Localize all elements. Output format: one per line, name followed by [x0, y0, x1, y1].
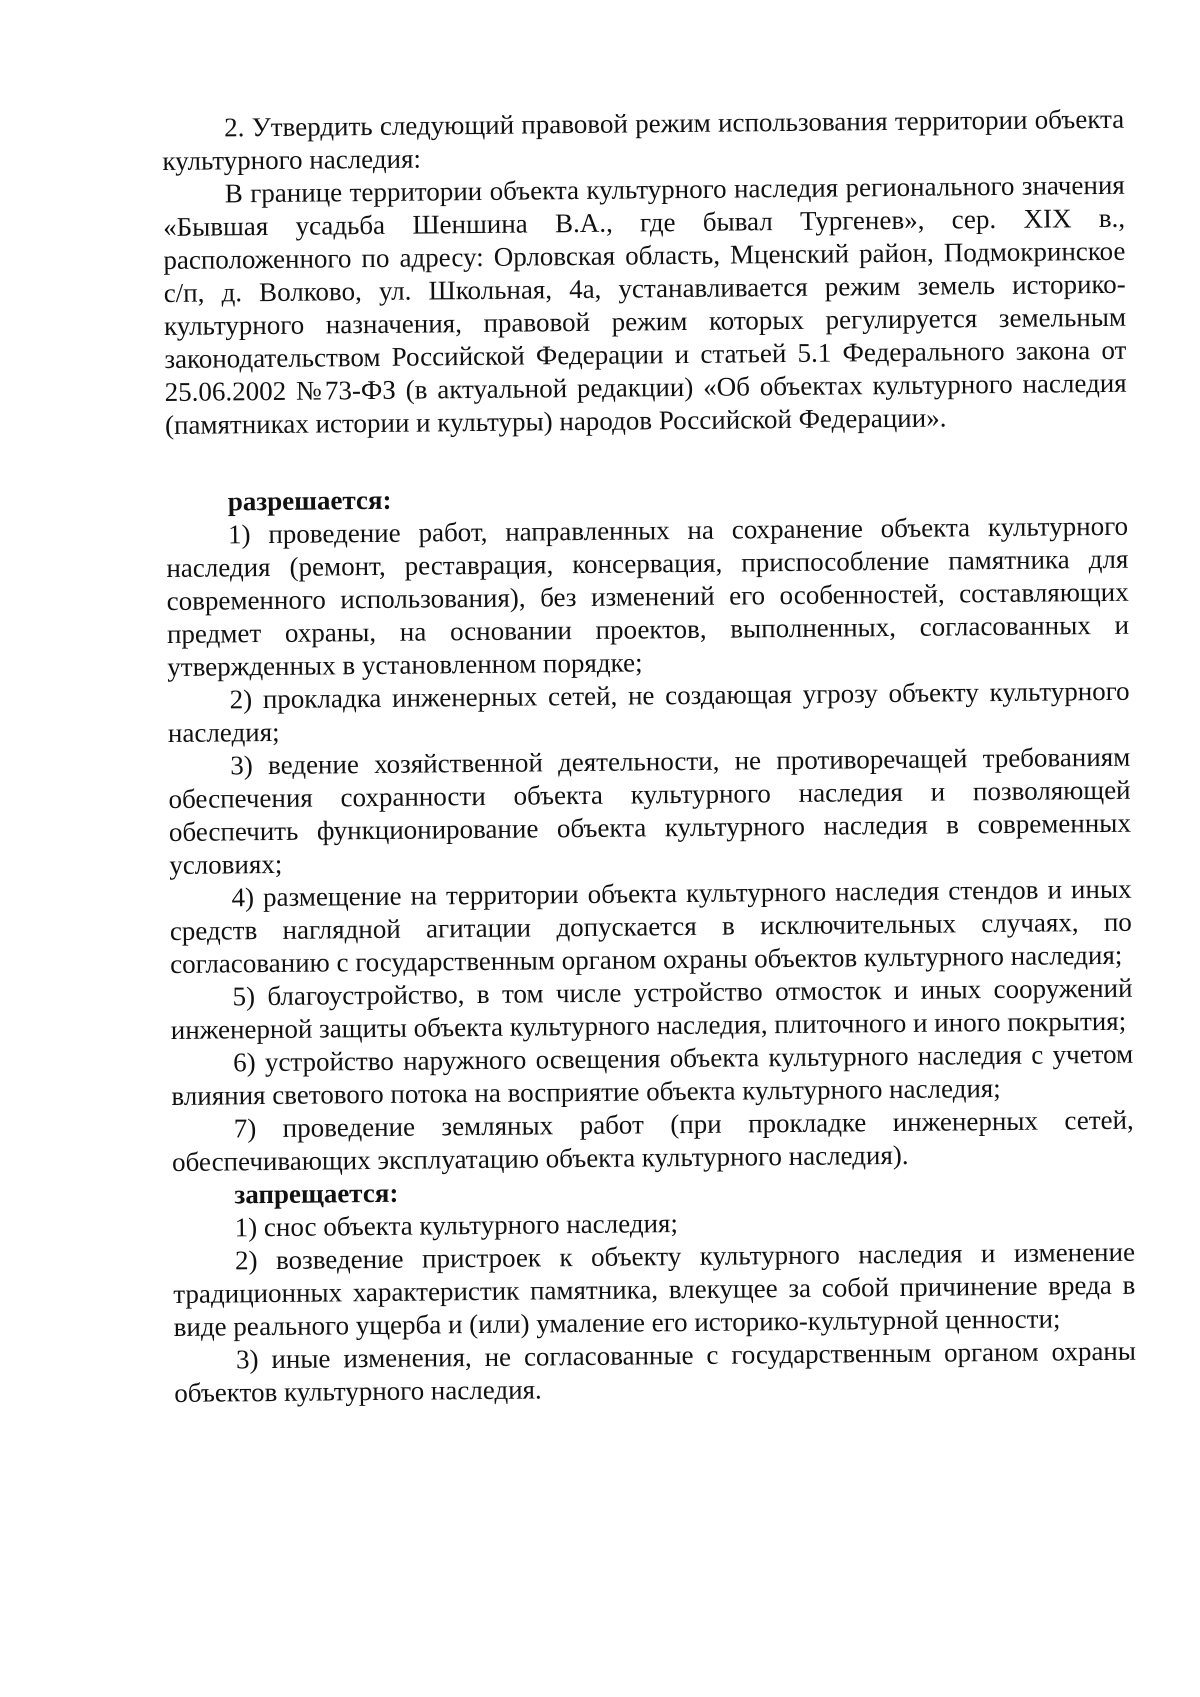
permitted-item-1: 1) проведение работ, направленных на сохранение объекта культурного наследия (ремонт, реставрация, консервация, приспособление памятника для современного использования), без изменений его особенностей, составляющих предмет охраны, на основании проектов, выполненных, согласованных и утвержденных в установленном порядке;: [166, 510, 1130, 682]
forbidden-item-3: 3) иные изменения, не согласованные с государственным органом охраны объектов культурного наследия.: [174, 1335, 1137, 1408]
permitted-item-2: 2) прокладка инженерных сетей, не создающая угрозу объекту культурного наследия;: [167, 675, 1130, 748]
forbidden-heading: запрещается:: [234, 1177, 399, 1210]
forbidden-list: [173, 1203, 1137, 1410]
permitted-heading: разрешается:: [227, 484, 392, 517]
intro-item-2: 2. Утвердить следующий правовой режим использования территории объекта культурного наследия:: [162, 103, 1125, 176]
permitted-item-6: 6) устройство наружного освещения объекта культурного наследия с учетом влияния светового потока на восприятие объекта культурного наследия;: [171, 1038, 1134, 1111]
permitted-section: [166, 477, 1135, 1179]
forbidden-item-1: 1) снос объекта культурного наследия;: [234, 1208, 679, 1243]
intro-paragraph: В границе территории объекта культурного наследия регионального значения «Бывшая усадьба Шеншина В.А., где бывал Тургенев», сер. XIX в., расположенного по адресу: Орловская область, Мценский район, Подмокринское с/п, д. Волково, ул. Школьная, 4а, устанавливается режим земель историко-культурного назначения, правовой режим которых регулируется земельным законодательством Российской Федерации и статьей 5.1 Федерального закона от 25.06.2002 №73-ФЗ (в актуальной редакции) «Об объектах культурного наследия (памятниках истории и культуры) народов Российской Федерации».: [162, 169, 1127, 440]
permitted-list: [166, 510, 1134, 1179]
permitted-item-3: 3) ведение хозяйственной деятельности, не противоречащей требованиям обеспечения сохранности объекта культурного наследия и позволяющей обеспечить функционирование объекта культурного наследия в современных условиях;: [168, 741, 1132, 880]
permitted-item-5: 5) благоустройство, в том числе устройство отмосток и иных сооружений инженерной защиты объекта культурного наследия, плиточного и иного покрытия;: [170, 972, 1133, 1045]
forbidden-section: [172, 1170, 1136, 1410]
permitted-item-4: 4) размещение на территории объекта культурного наследия стендов и иных средств наглядной агитации допускается в исключительных случаях, по согласованию с государственным органом охраны объектов культурного наследия;: [169, 873, 1132, 979]
permitted-item-7: 7) проведение земляных работ (при прокладке инженерных сетей, обеспечивающих эксплуатацию объекта культурного наследия).: [171, 1104, 1134, 1177]
document-body: [162, 103, 1136, 1410]
forbidden-item-2: 2) возведение пристроек к объекту культурного наследия и изменение традиционных характеристик памятника, влекущее за собой причинение вреда в виде реального ущерба и (или) умаление его историко-культурной ценности;: [173, 1236, 1136, 1342]
